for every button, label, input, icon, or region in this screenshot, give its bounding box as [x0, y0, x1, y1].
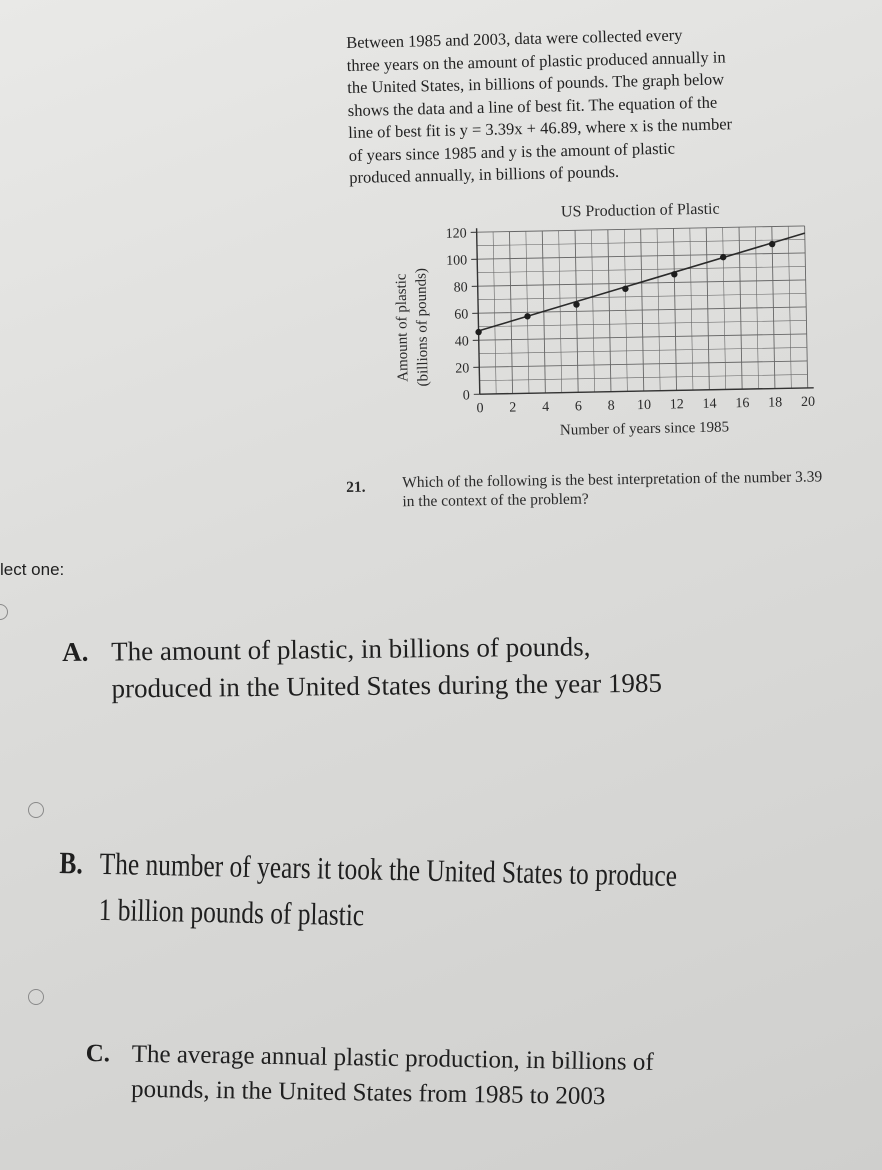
- option-letter: A.: [62, 636, 89, 667]
- option-text: The number of years it took the United States to produce 1 billion pounds of plastic: [98, 845, 678, 933]
- y-tick-label: 20: [455, 361, 470, 377]
- x-tick-label: 10: [636, 397, 652, 414]
- y-tick-label: 100: [446, 253, 468, 269]
- intro-line: Between 1985 and 2003, data were collected every: [346, 25, 683, 52]
- x-axis-label: Number of years since 1985: [559, 419, 730, 439]
- option-letter: C.: [85, 1039, 111, 1068]
- chart-grid: [477, 222, 814, 394]
- option-text: The average annual plastic production, in billions of pounds, in the United States from 1985 to 2003: [130, 1040, 654, 1111]
- x-tick-label: 16: [735, 396, 750, 412]
- y-tick-label: 120: [445, 226, 467, 242]
- x-tick-label: 12: [669, 397, 684, 413]
- intro-line: line of best fit is y = 3.39x + 46.89, where x is the number: [348, 114, 733, 142]
- question-text: Which of the following is the best interpretation of the number 3.39 in the context of the problem?: [402, 468, 823, 511]
- chart-title: US Production of Plastic: [560, 200, 720, 221]
- y-axis-label-line1: Amount of plastic: [393, 273, 412, 382]
- plastic-production-chart: [384, 190, 829, 448]
- intro-line: produced annually, in billions of pounds.: [349, 161, 620, 187]
- x-tick-label: 4: [542, 399, 550, 416]
- x-tick-labels: [476, 395, 815, 416]
- question-number: 21.: [346, 478, 366, 496]
- option-text: The amount of plastic, in billions of pounds, produced in the United States during the year 1985: [111, 631, 663, 704]
- x-tick-label: 8: [607, 398, 615, 414]
- x-tick-label: 20: [800, 394, 816, 411]
- option-c-radio[interactable]: [28, 989, 44, 1005]
- x-tick-label: 6: [574, 399, 583, 415]
- chart-svg: [384, 190, 829, 448]
- y-tick-label: 80: [453, 280, 468, 296]
- intro-line: of years since 1985 and y is the amount of plastic: [348, 138, 676, 165]
- question-21: [346, 467, 836, 511]
- option-letter: B.: [59, 844, 84, 881]
- problem-intro: [346, 21, 854, 190]
- data-point: [524, 313, 531, 320]
- y-axis-label-line2: (billions of pounds): [413, 267, 432, 387]
- y-tick-label: 40: [454, 334, 469, 350]
- y-tick-label: 60: [454, 307, 469, 323]
- x-tick-label: 14: [702, 396, 717, 412]
- y-tick-label: 0: [462, 388, 470, 404]
- x-tick-label: 18: [768, 395, 783, 411]
- y-tick-labels: [446, 226, 480, 404]
- x-tick-label: 0: [476, 401, 484, 417]
- x-axis-line: [480, 388, 814, 394]
- y-axis-line: [477, 228, 480, 394]
- x-tick-label: 2: [509, 400, 517, 416]
- intro-line: shows the data and a line of best fit. The equation of the: [347, 92, 718, 120]
- intro-line: three years on the amount of plastic produced annually in: [346, 46, 726, 75]
- select-one-label: lect one:: [0, 560, 65, 579]
- option-a-radio[interactable]: [0, 604, 8, 620]
- intro-line: the United States, in billions of pounds. The graph below: [347, 69, 725, 97]
- option-b-radio[interactable]: [28, 802, 44, 818]
